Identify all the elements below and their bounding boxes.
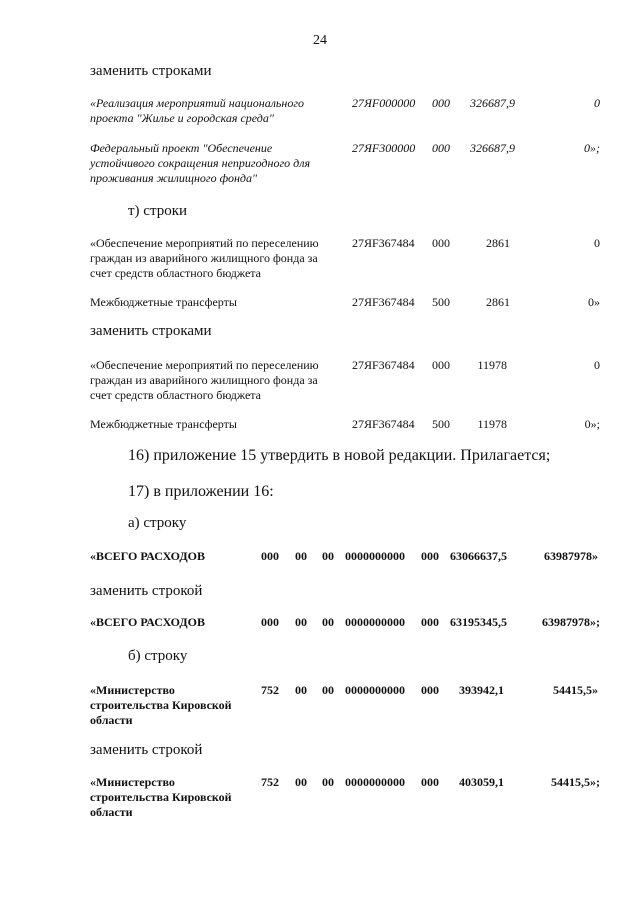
- row-vr: 500: [432, 295, 450, 309]
- row-rz: 00: [295, 549, 307, 563]
- row-value-2: 63987978»: [544, 549, 598, 563]
- row-ved: 000: [261, 549, 279, 563]
- row-vr: 000: [432, 358, 450, 372]
- row-name: «Реализация мероприятий национального проекта "Жилье и городская среда": [90, 96, 305, 125]
- row-value-1: 63195345,5: [450, 615, 507, 629]
- instruction-replace-row: заменить строкой: [90, 742, 203, 758]
- row-value-2: 63987978»;: [542, 615, 600, 629]
- page-number: 24: [313, 33, 327, 48]
- row-ved: 752: [261, 683, 279, 697]
- row-csr: 0000000000: [345, 549, 405, 563]
- row-vr: 000: [432, 96, 450, 110]
- row-value-1: 403059,1: [459, 775, 504, 789]
- row-value-2: 54415,5»: [553, 683, 598, 697]
- row-value-1: 2861: [486, 236, 510, 250]
- row-rz: 00: [295, 775, 307, 789]
- row-value-2: 54415,5»;: [551, 775, 600, 789]
- row-vr: 000: [432, 236, 450, 250]
- row-csr: 0000000000: [345, 775, 405, 789]
- row-value-1: 2861: [486, 295, 510, 309]
- row-vr: 000: [432, 141, 450, 155]
- row-vr: 500: [432, 417, 450, 431]
- row-vr: 000: [421, 683, 439, 697]
- row-name: Межбюджетные трансферты: [90, 417, 237, 431]
- row-code: 27ЯF300000: [352, 141, 416, 155]
- row-vr: 000: [421, 775, 439, 789]
- row-value-1: 326687,9: [470, 141, 515, 155]
- row-csr: 0000000000: [345, 683, 405, 697]
- row-name: «ВСЕГО РАСХОДОВ: [90, 549, 205, 563]
- row-value-2: 0»;: [584, 417, 600, 431]
- item-b: б) строку: [128, 648, 188, 664]
- item-a: а) строку: [128, 515, 187, 531]
- row-value-2: 0»: [588, 295, 600, 309]
- row-name: Межбюджетные трансферты: [90, 295, 237, 309]
- row-value-1: 11978: [477, 358, 507, 372]
- row-name: «Министерство строительства Кировской области: [90, 683, 232, 727]
- row-vr: 000: [421, 615, 439, 629]
- row-pr: 00: [322, 549, 334, 563]
- row-vr: 000: [421, 549, 439, 563]
- row-name: «ВСЕГО РАСХОДОВ: [90, 615, 205, 629]
- row-value-1: 11978: [477, 417, 507, 431]
- paragraph-16: 16) приложение 15 утвердить в новой редакции. Прилагается;: [128, 447, 551, 464]
- row-value-1: 393942,1: [459, 683, 504, 697]
- row-code: 27ЯF367484: [352, 417, 415, 431]
- row-value-2: 0: [594, 96, 600, 110]
- row-pr: 00: [322, 683, 334, 697]
- instruction-replace-rows: заменить строками: [90, 63, 212, 79]
- row-value-2: 0»;: [584, 141, 600, 155]
- row-code: 27ЯF367484: [352, 358, 415, 372]
- item-t: т) строки: [128, 203, 188, 219]
- row-pr: 00: [322, 775, 334, 789]
- row-ved: 000: [261, 615, 279, 629]
- row-pr: 00: [322, 615, 334, 629]
- row-name: Федеральный проект "Обеспечение устойчивого сокращения непригодного для проживания жилищного фонда": [90, 141, 311, 185]
- row-value-2: 0: [594, 236, 600, 250]
- row-code: 27ЯF367484: [352, 236, 415, 250]
- instruction-replace-rows: заменить строками: [90, 323, 212, 339]
- row-code: 27ЯF000000: [352, 96, 416, 110]
- row-name: «Министерство строительства Кировской области: [90, 775, 232, 819]
- row-value-2: 0: [594, 358, 600, 372]
- row-name: «Обеспечение мероприятий по переселению граждан из аварийного жилищного фонда за счет средств областного бюджета: [90, 358, 319, 402]
- row-value-1: 326687,9: [470, 96, 515, 110]
- row-name: «Обеспечение мероприятий по переселению граждан из аварийного жилищного фонда за счет средств областного бюджета: [90, 236, 319, 280]
- row-value-1: 63066637,5: [450, 549, 507, 563]
- row-rz: 00: [295, 615, 307, 629]
- paragraph-17: 17) в приложении 16:: [128, 483, 274, 500]
- row-code: 27ЯF367484: [352, 295, 415, 309]
- row-ved: 752: [261, 775, 279, 789]
- row-rz: 00: [295, 683, 307, 697]
- row-csr: 0000000000: [345, 615, 405, 629]
- instruction-replace-row: заменить строкой: [90, 583, 203, 599]
